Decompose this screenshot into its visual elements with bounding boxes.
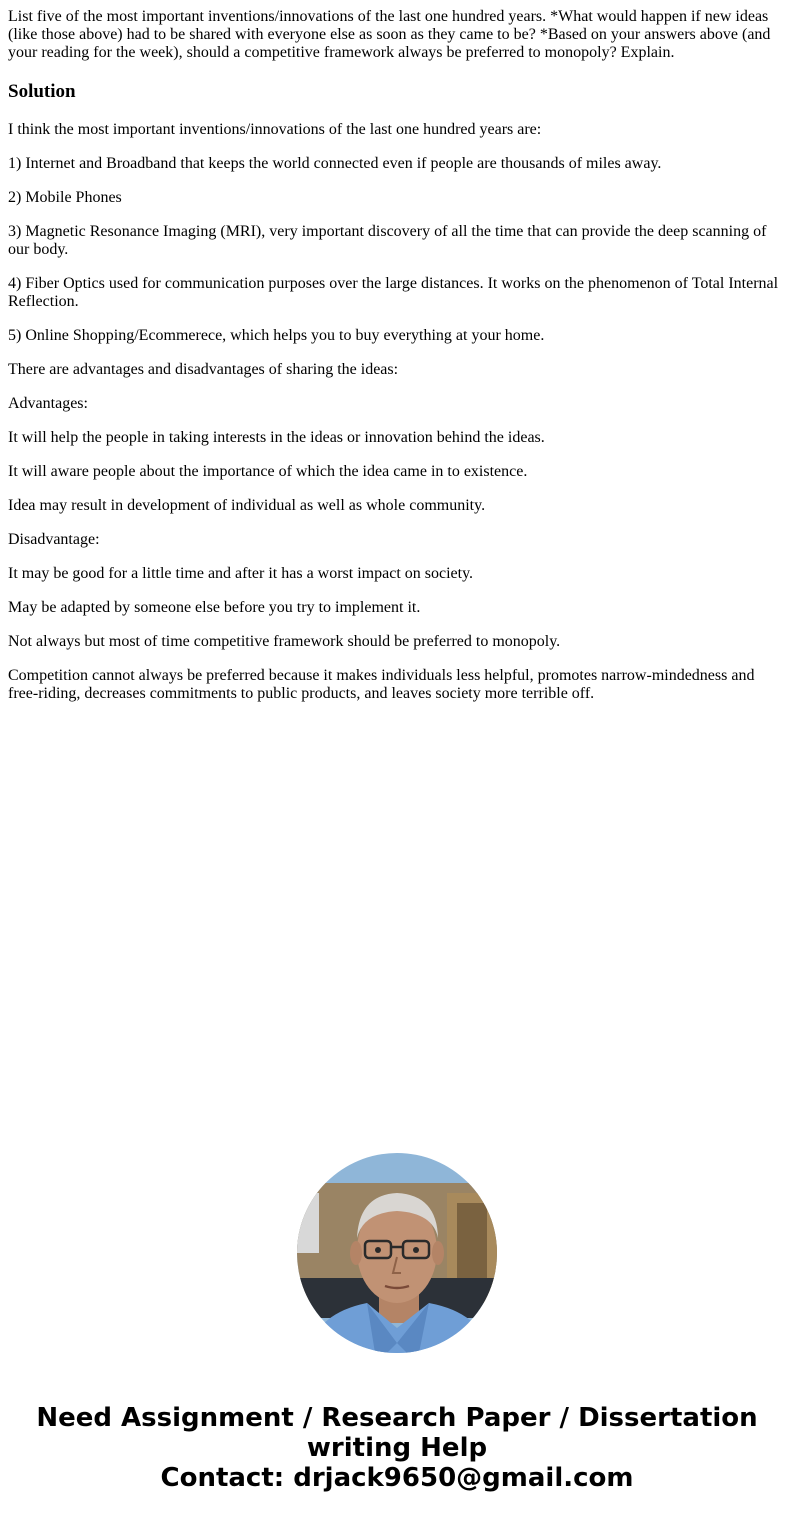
question-text: List five of the most important inventions/innovations of the last one hundred years. *What would happen if new ideas (like those above) had to be shared with everyone else as soon as they came to be? *Based on your answers above (and your reading for the week), should a competitive framework always be preferred to monopoly? Explain. — [8, 8, 771, 61]
answer-paragraph: 4) Fiber Optics used for communication purposes over the large distances. It works on the phenomenon of Total Internal Reflection. — [8, 275, 779, 310]
answer-body — [8, 121, 786, 703]
answer-paragraph: It will aware people about the importance of which the idea came in to existence. — [8, 463, 528, 480]
answer-paragraph: I think the most important inventions/innovations of the last one hundred years are: — [8, 121, 542, 138]
promo-banner — [0, 1403, 794, 1493]
answer-paragraph: 3) Magnetic Resonance Imaging (MRI), very important discovery of all the time that can provide the deep scanning of our body. — [8, 223, 767, 258]
answer-paragraph: Competition cannot always be preferred because it makes individuals less helpful, promotes narrow-mindedness and free-riding, decreases commitments to public products, and leaves society more terrible off. — [8, 667, 755, 702]
answer-paragraph: 5) Online Shopping/Ecommerece, which helps you to buy everything at your home. — [8, 327, 545, 344]
answer-paragraph: It may be good for a little time and after it has a worst impact on society. — [8, 565, 474, 582]
answer-paragraph: Not always but most of time competitive framework should be preferred to monopoly. — [8, 633, 561, 650]
answer-paragraph: Disadvantage: — [8, 531, 100, 548]
solution-heading: Solution — [8, 81, 76, 102]
answer-paragraph: It will help the people in taking interests in the ideas or innovation behind the ideas. — [8, 429, 545, 446]
answer-paragraph: Idea may result in development of individual as well as whole community. — [8, 497, 486, 514]
answer-paragraph: May be adapted by someone else before you try to implement it. — [8, 599, 421, 616]
avatar-portrait — [297, 1153, 497, 1353]
promo-line: writing Help — [306, 1433, 488, 1463]
promo-contact: Contact: drjack9650@gmail.com — [160, 1463, 634, 1493]
answer-paragraph: 1) Internet and Broadband that keeps the world connected even if people are thousands of miles away. — [8, 155, 662, 172]
tutor-avatar — [297, 1153, 497, 1353]
answer-paragraph: 2) Mobile Phones — [8, 189, 122, 206]
answer-paragraph: There are advantages and disadvantages of sharing the ideas: — [8, 361, 399, 378]
promo-line: Need Assignment / Research Paper / Dissertation — [36, 1403, 758, 1433]
document-content — [8, 8, 786, 719]
answer-paragraph: Advantages: — [8, 395, 88, 412]
